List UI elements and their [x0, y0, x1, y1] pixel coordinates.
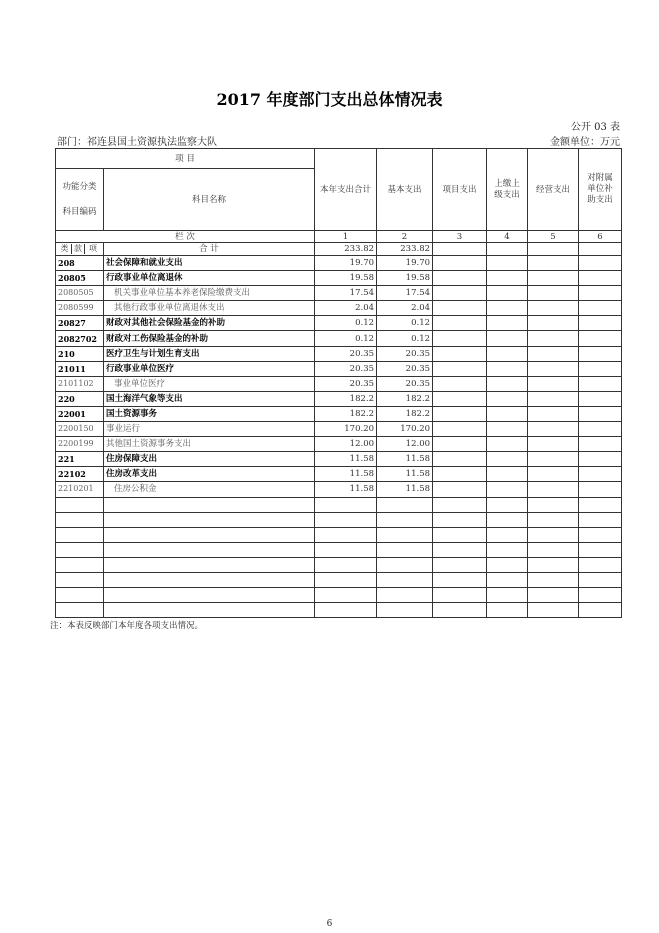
project-cell	[433, 557, 487, 572]
column-header-upper	[487, 149, 528, 231]
basic-cell: 11.58	[377, 452, 433, 467]
project-cell	[433, 376, 487, 391]
project-cell	[433, 452, 487, 467]
business-cell	[528, 527, 579, 542]
total-cell	[315, 572, 377, 587]
upper-cell	[487, 542, 528, 557]
business-cell	[528, 603, 579, 618]
subsidy-cell	[579, 243, 622, 256]
column-header-project: 项目支出	[433, 149, 487, 231]
code-header	[56, 169, 104, 231]
subsidy-cell	[579, 527, 622, 542]
total-row	[56, 243, 622, 256]
code-cell: 2080505	[56, 286, 104, 301]
table-row	[56, 406, 622, 421]
table-body	[56, 256, 622, 618]
table-row	[56, 256, 622, 271]
business-cell	[528, 512, 579, 527]
project-cell	[433, 482, 487, 497]
upper-cell	[487, 286, 528, 301]
total-cell: 170.20	[315, 422, 377, 437]
business-cell	[528, 482, 579, 497]
basic-cell: 19.58	[377, 271, 433, 286]
table-row	[56, 331, 622, 346]
name-cell: 住房改革支出	[104, 467, 315, 482]
subsidy-cell	[579, 376, 622, 391]
table-row-empty	[56, 527, 622, 542]
total-cell: 20.35	[315, 376, 377, 391]
upper-cell	[487, 467, 528, 482]
subsidy-cell	[579, 603, 622, 618]
project-cell	[433, 391, 487, 406]
total-cell	[315, 588, 377, 603]
basic-cell: 20.35	[377, 376, 433, 391]
footnote: 注：本表反映部门本年度各项支出情况。	[50, 621, 204, 631]
amount-unit-label: 金额单位：万元	[550, 137, 620, 148]
business-cell	[528, 572, 579, 587]
business-cell	[528, 256, 579, 271]
column-index: 1	[315, 231, 377, 243]
name-cell: 社会保障和就业支出	[104, 256, 315, 271]
total-cell: 11.58	[315, 482, 377, 497]
code-cell: 20827	[56, 316, 104, 331]
name-cell	[104, 588, 315, 603]
expenditure-table	[55, 148, 622, 618]
subsidy-cell	[579, 316, 622, 331]
code-cell	[56, 572, 104, 587]
subsidy-cell	[579, 557, 622, 572]
code-cell	[56, 557, 104, 572]
subsidy-cell	[579, 467, 622, 482]
code-cell: 2082702	[56, 331, 104, 346]
code-cell: 210	[56, 346, 104, 361]
code-header-line: 功能分类	[62, 181, 97, 192]
project-cell	[433, 256, 487, 271]
column-header-basic: 基本支出	[377, 149, 433, 231]
project-cell	[433, 603, 487, 618]
subsidy-cell	[579, 301, 622, 316]
total-cell: 19.58	[315, 271, 377, 286]
total-cell	[315, 542, 377, 557]
kuan-label: 款	[72, 244, 85, 254]
basic-cell: 19.70	[377, 256, 433, 271]
business-cell	[528, 391, 579, 406]
project-cell	[433, 406, 487, 421]
business-cell	[528, 346, 579, 361]
column-index: 3	[433, 231, 487, 243]
name-cell	[104, 557, 315, 572]
business-cell	[528, 286, 579, 301]
name-cell	[104, 542, 315, 557]
total-cell	[315, 527, 377, 542]
total-cell: 20.35	[315, 346, 377, 361]
project-cell	[433, 346, 487, 361]
table-row-empty	[56, 603, 622, 618]
subsidy-cell	[579, 286, 622, 301]
total-cell: 11.58	[315, 467, 377, 482]
subsidy-cell	[579, 452, 622, 467]
project-cell	[433, 437, 487, 452]
upper-cell	[487, 512, 528, 527]
table-row	[56, 376, 622, 391]
total-cell: 12.00	[315, 437, 377, 452]
name-header: 科目名称	[104, 169, 315, 231]
business-cell	[528, 243, 579, 256]
project-cell	[433, 527, 487, 542]
basic-cell: 170.20	[377, 422, 433, 437]
project-cell	[433, 243, 487, 256]
code-cell: 20805	[56, 271, 104, 286]
department-label: 部门：祁连县国土资源执法监察大队	[57, 137, 217, 148]
upper-cell	[487, 301, 528, 316]
table-row	[56, 452, 622, 467]
table-row	[56, 346, 622, 361]
code-cell	[56, 542, 104, 557]
table-row	[56, 361, 622, 376]
subsidy-cell	[579, 482, 622, 497]
business-cell	[528, 588, 579, 603]
basic-cell: 20.35	[377, 361, 433, 376]
subsidy-cell	[579, 331, 622, 346]
total-cell: 17.54	[315, 286, 377, 301]
subsidy-cell	[579, 346, 622, 361]
project-cell	[433, 588, 487, 603]
code-cell: 2200150	[56, 422, 104, 437]
upper-cell	[487, 603, 528, 618]
upper-cell	[487, 588, 528, 603]
total-label: 合 计	[104, 243, 315, 256]
total-cell	[315, 497, 377, 512]
project-cell	[433, 361, 487, 376]
subsidy-cell	[579, 256, 622, 271]
upper-cell	[487, 497, 528, 512]
code-cell	[56, 588, 104, 603]
name-cell: 住房公积金	[104, 482, 315, 497]
table-row	[56, 316, 622, 331]
name-cell	[104, 527, 315, 542]
total-cell	[315, 603, 377, 618]
total-cell	[315, 512, 377, 527]
basic-cell	[377, 588, 433, 603]
code-cell	[56, 512, 104, 527]
table-row-empty	[56, 497, 622, 512]
project-cell	[433, 422, 487, 437]
code-cell	[56, 497, 104, 512]
name-cell: 其他国土资源事务支出	[104, 437, 315, 452]
basic-cell: 0.12	[377, 316, 433, 331]
code-cell: 2101102	[56, 376, 104, 391]
name-cell: 事业运行	[104, 422, 315, 437]
upper-cell	[487, 346, 528, 361]
code-cell	[56, 603, 104, 618]
class-kuan-xiang-header	[56, 243, 104, 256]
basic-cell: 2.04	[377, 301, 433, 316]
basic-cell: 11.58	[377, 482, 433, 497]
upper-cell	[487, 527, 528, 542]
table-row	[56, 301, 622, 316]
business-cell	[528, 557, 579, 572]
project-cell	[433, 467, 487, 482]
project-cell	[433, 301, 487, 316]
basic-cell	[377, 603, 433, 618]
code-cell: 22102	[56, 467, 104, 482]
upper-cell	[487, 376, 528, 391]
subsidy-cell	[579, 422, 622, 437]
code-header-line: 科目编码	[62, 206, 97, 217]
subsidy-cell	[579, 588, 622, 603]
project-cell	[433, 316, 487, 331]
code-cell: 2200199	[56, 437, 104, 452]
basic-cell: 17.54	[377, 286, 433, 301]
class-label: 类	[58, 244, 72, 254]
subsidy-cell	[579, 361, 622, 376]
total-cell: 20.35	[315, 361, 377, 376]
name-cell: 国土海洋气象等支出	[104, 391, 315, 406]
code-cell: 208	[56, 256, 104, 271]
name-cell: 财政对其他社会保险基金的补助	[104, 316, 315, 331]
header-row	[56, 149, 622, 169]
column-header-total: 本年支出合计	[315, 149, 377, 231]
business-cell	[528, 422, 579, 437]
name-cell: 住房保障支出	[104, 452, 315, 467]
name-cell	[104, 497, 315, 512]
table-row-empty	[56, 542, 622, 557]
column-index: 4	[487, 231, 528, 243]
table-row-empty	[56, 572, 622, 587]
name-cell: 事业单位医疗	[104, 376, 315, 391]
name-cell	[104, 603, 315, 618]
code-cell	[56, 527, 104, 542]
page-title: 2017 年度部门支出总体情况表	[216, 90, 443, 109]
total-cell: 182.2	[315, 391, 377, 406]
basic-cell: 182.2	[377, 406, 433, 421]
total-cell: 19.70	[315, 256, 377, 271]
business-cell	[528, 331, 579, 346]
project-cell	[433, 271, 487, 286]
table-row	[56, 271, 622, 286]
code-cell: 2210201	[56, 482, 104, 497]
upper-cell	[487, 271, 528, 286]
business-cell	[528, 361, 579, 376]
upper-cell	[487, 256, 528, 271]
upper-cell	[487, 422, 528, 437]
basic-cell: 182.2	[377, 391, 433, 406]
table-row	[56, 286, 622, 301]
project-cell	[433, 286, 487, 301]
table-row-empty	[56, 557, 622, 572]
code-cell: 22001	[56, 406, 104, 421]
table-row	[56, 422, 622, 437]
basic-cell	[377, 512, 433, 527]
project-cell	[433, 542, 487, 557]
total-cell: 182.2	[315, 406, 377, 421]
upper-cell	[487, 437, 528, 452]
name-cell: 医疗卫生与计划生育支出	[104, 346, 315, 361]
upper-cell	[487, 452, 528, 467]
total-cell: 0.12	[315, 331, 377, 346]
subsidy-cell	[579, 437, 622, 452]
name-cell: 机关事业单位基本养老保险缴费支出	[104, 286, 315, 301]
basic-cell	[377, 542, 433, 557]
total-cell: 11.58	[315, 452, 377, 467]
business-cell	[528, 452, 579, 467]
code-cell: 220	[56, 391, 104, 406]
total-cell: 233.82	[315, 243, 377, 256]
basic-cell: 233.82	[377, 243, 433, 256]
project-cell	[433, 512, 487, 527]
item-header: 项 目	[56, 149, 315, 169]
business-cell	[528, 467, 579, 482]
column-index: 6	[579, 231, 622, 243]
xiang-label: 项	[89, 244, 97, 253]
basic-cell	[377, 557, 433, 572]
subsidy-cell	[579, 271, 622, 286]
basic-cell: 12.00	[377, 437, 433, 452]
upper-cell	[487, 243, 528, 256]
basic-cell: 20.35	[377, 346, 433, 361]
basic-cell: 11.58	[377, 467, 433, 482]
project-cell	[433, 572, 487, 587]
project-cell	[433, 331, 487, 346]
subsidy-cell	[579, 406, 622, 421]
table-row	[56, 391, 622, 406]
business-cell	[528, 316, 579, 331]
subsidy-cell	[579, 572, 622, 587]
name-cell: 行政事业单位医疗	[104, 361, 315, 376]
subsidy-cell	[579, 542, 622, 557]
page-number: 6	[326, 919, 333, 929]
upper-cell	[487, 391, 528, 406]
upper-cell	[487, 406, 528, 421]
total-cell: 0.12	[315, 316, 377, 331]
total-cell: 2.04	[315, 301, 377, 316]
table-row-empty	[56, 588, 622, 603]
business-cell	[528, 301, 579, 316]
upper-cell	[487, 482, 528, 497]
total-cell	[315, 557, 377, 572]
basic-cell: 0.12	[377, 331, 433, 346]
column-header-upper-text: 上缴上级支出	[494, 178, 520, 200]
basic-cell	[377, 527, 433, 542]
table-row-empty	[56, 512, 622, 527]
column-header-subsidy-text: 对附属单位补助支出	[587, 173, 613, 205]
column-index: 2	[377, 231, 433, 243]
upper-cell	[487, 557, 528, 572]
business-cell	[528, 542, 579, 557]
subsidy-cell	[579, 512, 622, 527]
subsidy-cell	[579, 497, 622, 512]
column-index: 5	[528, 231, 579, 243]
name-cell: 国土资源事务	[104, 406, 315, 421]
name-cell	[104, 572, 315, 587]
column-header-subsidy	[579, 149, 622, 231]
business-cell	[528, 497, 579, 512]
column-index-label: 栏 次	[56, 231, 315, 243]
table-number: 公开 03 表	[570, 122, 620, 133]
column-header-business: 经营支出	[528, 149, 579, 231]
basic-cell	[377, 572, 433, 587]
business-cell	[528, 437, 579, 452]
table-row	[56, 437, 622, 452]
table-row	[56, 467, 622, 482]
business-cell	[528, 376, 579, 391]
name-cell: 其他行政事业单位离退休支出	[104, 301, 315, 316]
basic-cell	[377, 497, 433, 512]
column-index-row	[56, 231, 622, 243]
code-cell: 21011	[56, 361, 104, 376]
table-row	[56, 482, 622, 497]
name-cell: 财政对工伤保险基金的补助	[104, 331, 315, 346]
code-cell: 221	[56, 452, 104, 467]
name-cell	[104, 512, 315, 527]
code-cell: 2080599	[56, 301, 104, 316]
subsidy-cell	[579, 391, 622, 406]
project-cell	[433, 497, 487, 512]
upper-cell	[487, 316, 528, 331]
business-cell	[528, 406, 579, 421]
name-cell: 行政事业单位离退休	[104, 271, 315, 286]
upper-cell	[487, 331, 528, 346]
upper-cell	[487, 361, 528, 376]
upper-cell	[487, 572, 528, 587]
business-cell	[528, 271, 579, 286]
